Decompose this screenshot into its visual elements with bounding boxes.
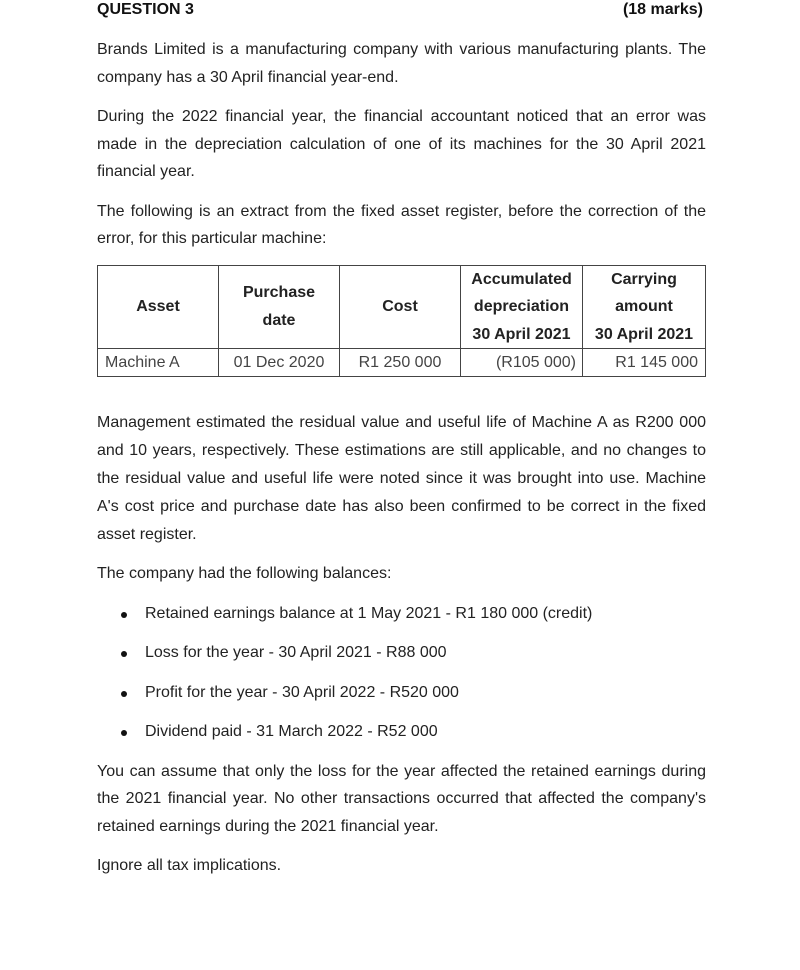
table-header-row <box>98 265 706 349</box>
bullet-icon <box>121 691 127 697</box>
header-asset: Asset <box>98 265 219 349</box>
balances-intro: The company had the following balances: <box>97 565 392 582</box>
intro-paragraph-company: Brands Limited is a manufacturing company with various manufacturing plants. The company has a 30 April financial year-end. <box>97 41 706 86</box>
list-item: Loss for the year - 30 April 2021 - R88 000 <box>97 639 706 667</box>
header-cost: Cost <box>340 265 461 349</box>
retained-earnings-assumption: You can assume that only the loss for the year affected the retained earnings during the 2021 financial year. No other transactions occurred that affected the company's retained earnings during the 2021 financial year. <box>97 762 706 835</box>
cell-cost: R1 250 000 <box>340 349 461 377</box>
header-purchase-date: Purchase date <box>219 265 340 349</box>
question-header <box>97 1 706 23</box>
cell-purchase-date: 01 Dec 2020 <box>219 349 340 377</box>
intro-paragraph-error: During the 2022 financial year, the financial accountant noticed that an error was made in the depreciation calculation of one of its machines for the 30 April 2021 financial year. <box>97 108 706 180</box>
bullet-icon <box>121 612 127 618</box>
cell-carrying-amount: R1 145 000 <box>583 349 706 377</box>
bullet-icon <box>121 651 127 657</box>
list-item: Retained earnings balance at 1 May 2021 - R1 180 000 (credit) <box>97 600 706 628</box>
table-row <box>98 349 706 377</box>
list-item: Profit for the year - 30 April 2022 - R520 000 <box>97 679 706 707</box>
bullet-icon <box>121 730 127 736</box>
header-accumulated-depreciation: Accumulated depreciation 30 April 2021 <box>461 265 583 349</box>
tax-note: Ignore all tax implications. <box>97 857 282 874</box>
header-carrying-amount: Carrying amount 30 April 2021 <box>583 265 706 349</box>
question-marks: (18 marks) <box>622 1 703 18</box>
list-item: Dividend paid - 31 March 2022 - R52 000 <box>97 718 706 746</box>
intro-paragraph-extract: The following is an extract from the fixed asset register, before the correction of the error, for this particular machine: <box>97 202 706 247</box>
management-estimate-paragraph: Management estimated the residual value and useful life of Machine A as R200 000 and 10 years, respectively. These estimations are still applicable, and no changes to the residual value and useful life were noted since it was brought into use. Machine A's cost price and purchase date has also been confirmed to be correct in the fixed asset register. <box>97 414 706 543</box>
balances-list <box>97 600 706 747</box>
document-page <box>97 0 706 880</box>
cell-asset: Machine A <box>98 349 219 377</box>
fixed-asset-register-table <box>97 265 706 378</box>
cell-accumulated-depreciation: (R105 000) <box>461 349 583 377</box>
question-title: QUESTION 3 <box>97 1 194 18</box>
